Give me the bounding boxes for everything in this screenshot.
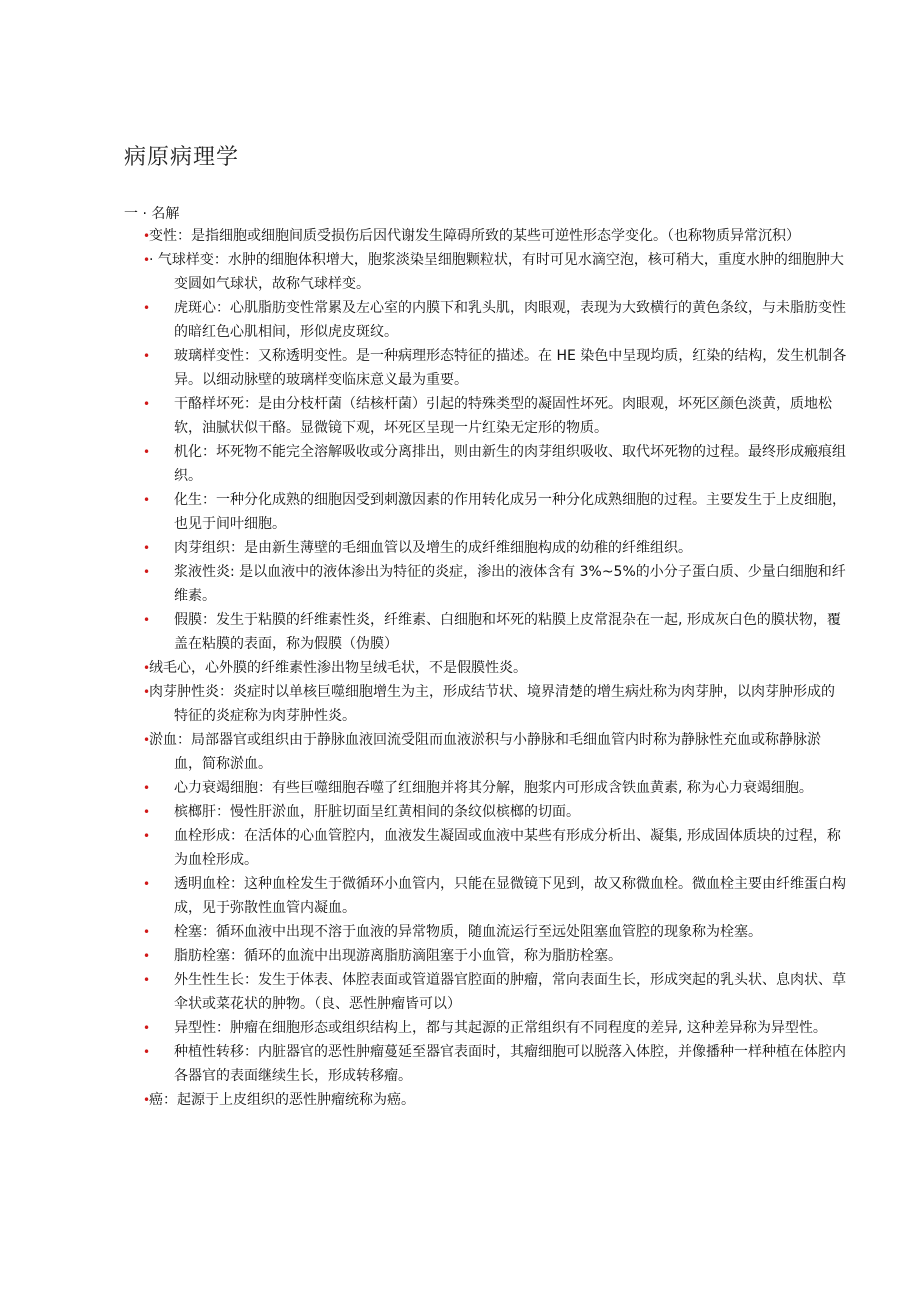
definition-entry	[0, 776, 920, 800]
bullet-icon: •	[143, 229, 151, 243]
bullet-icon: •	[143, 829, 151, 843]
bullet-icon: •	[143, 781, 151, 795]
definition-entry	[0, 1016, 920, 1040]
definition-entry	[0, 728, 920, 776]
definition-entry	[0, 248, 920, 296]
definition-text: 干酪样坏死：是由分枝杆菌（结核杆菌）引起的特殊类型的凝固性坏死。肉眼观，坏死区颜色淡黄，质地松软，油腻状似干酪。显微镜下观，坏死区呈现一片红染无定形的物质。	[174, 396, 832, 436]
definition-entry	[0, 656, 920, 680]
bullet-icon: •	[143, 733, 151, 747]
definition-text: 假膜：发生于粘膜的纤维素性炎，纤维素、白细胞和坏死的粘膜上皮常混杂在一起, 形成灰白色的膜状物，覆盖在粘膜的表面，称为假膜（伪膜）	[174, 612, 841, 652]
bullet-icon: •	[143, 397, 151, 411]
definition-text: 癌：起源于上皮组织的恶性肿瘤统称为癌。	[149, 1092, 415, 1108]
bullet-icon: •	[143, 1045, 151, 1059]
bullet-icon: •	[143, 973, 151, 987]
bullet-icon: •	[143, 925, 151, 939]
definition-entry	[0, 536, 920, 560]
definition-text: 绒毛心，心外膜的纤维素性渗出物呈绒毛状，不是假膜性炎。	[149, 660, 527, 676]
bullet-icon: •	[143, 541, 151, 555]
definition-text: 淤血：局部器官或组织由于静脉血液回流受阻而血液淤积与小静脉和毛细血管内时称为静脉性充血或称静脉淤血，简称淤血。	[149, 732, 821, 772]
bullet-icon: •	[143, 301, 151, 315]
bullet-icon: •	[143, 949, 151, 963]
definition-entry	[0, 1088, 920, 1112]
definition-entry	[0, 488, 920, 536]
definition-text: 机化：坏死物不能完全溶解吸收或分离排出，则由新生的肉芽组织吸收、取代坏死物的过程。最终形成瘢痕组织。	[174, 444, 846, 484]
definition-text: 种植性转移：内脏器官的恶性肿瘤蔓延至器官表面时，其瘤细胞可以脱落入体腔，并像播种一样种植在体腔内各器官的表面继续生长，形成转移瘤。	[174, 1044, 846, 1084]
definition-text: 虎斑心：心肌脂肪变性常累及左心室的内膜下和乳头肌，肉眼观，表现为大致横行的黄色条纹，与未脂肪变性的暗红色心肌相间，形似虎皮斑纹。	[174, 300, 846, 340]
definition-entry	[0, 224, 920, 248]
bullet-icon: •	[143, 493, 151, 507]
definition-entry	[0, 296, 920, 344]
definition-entry	[0, 872, 920, 920]
definition-entry	[0, 944, 920, 968]
bullet-icon: •	[143, 613, 151, 627]
bullet-icon: •	[143, 805, 151, 819]
definition-text: 脂肪栓塞：循环的血流中出现游离脂肪滴阻塞于小血管，称为脂肪栓塞。	[174, 948, 622, 964]
definition-entry	[0, 920, 920, 944]
page-title: 病原病理学	[124, 145, 240, 170]
definition-text: 心力衰竭细胞：有些巨噬细胞吞噬了红细胞并将其分解，胞浆内可形成含铁血黄素, 称为心力衰竭细胞。	[174, 780, 813, 796]
definition-entry	[0, 800, 920, 824]
definition-entry	[0, 824, 920, 872]
definition-list	[0, 224, 920, 1112]
definition-text: · 气球样变：水肿的细胞体积增大，胞浆淡染呈细胞颗粒状，有时可见水滴空泡，核可稍大，重度水肿的细胞肿大变圆如气球状，故称气球样变。	[149, 252, 844, 292]
definition-text: 化生：一种分化成熟的细胞因受到刺激因素的作用转化成另一种分化成熟细胞的过程。主要发生于上皮细胞，也见于间叶细胞。	[174, 492, 846, 532]
definition-entry	[0, 680, 920, 728]
definition-text: 肉芽组织：是由新生薄壁的毛细血管以及增生的成纤维细胞构成的幼稚的纤维组织。	[174, 540, 692, 556]
definition-text: 玻璃样变性：又称透明变性。是一种病理形态特征的描述。在 HE 染色中呈现均质，红染的结构，发生机制各异。以细动脉壁的玻璃样变临床意义最为重要。	[174, 348, 847, 388]
definition-entry	[0, 344, 920, 392]
definition-text: 透明血栓：这种血栓发生于微循环小血管内，只能在显微镜下见到，故又称微血栓。微血栓主要由纤维蛋白构成，见于弥散性血管内凝血。	[174, 876, 846, 916]
definition-entry	[0, 608, 920, 656]
bullet-icon: •	[143, 1021, 151, 1035]
definition-entry	[0, 392, 920, 440]
definition-text: 血栓形成：在活体的心血管腔内，血液发生凝固或血液中某些有形成分析出、凝集, 形成固体质块的过程，称为血栓形成。	[174, 828, 841, 868]
bullet-icon: •	[143, 877, 151, 891]
bullet-icon: •	[143, 445, 151, 459]
bullet-icon: •	[143, 685, 151, 699]
bullet-icon: •	[143, 253, 151, 267]
bullet-icon: •	[143, 349, 151, 363]
definition-entry	[0, 560, 920, 608]
bullet-icon: •	[143, 1093, 151, 1107]
definition-entry	[0, 1040, 920, 1088]
definition-text: 槟榔肝：慢性肝淤血，肝脏切面呈红黄相间的条纹似槟榔的切面。	[174, 804, 580, 820]
definition-text: 变性：是指细胞或细胞间质受损伤后因代谢发生障碍所致的某些可逆性形态学变化。（也称物质异常沉积）	[149, 228, 800, 244]
definition-entry	[0, 968, 920, 1016]
definition-text: 肉芽肿性炎：炎症时以单核巨噬细胞增生为主，形成结节状、境界清楚的增生病灶称为肉芽肿，以肉芽肿形成的特征的炎症称为肉芽肿性炎。	[149, 684, 835, 724]
bullet-icon: •	[143, 661, 151, 675]
definition-text: 浆液性炎: 是以血液中的液体渗出为特征的炎症，渗出的液体含有 3%~5%的小分子蛋白质、少量白细胞和纤维素。	[174, 564, 846, 604]
section-heading: 一 · 名解	[124, 206, 180, 222]
definition-text: 外生性生长：发生于体表、体腔表面或管道器官腔面的肿瘤，常向表面生长，形成突起的乳头状、息肉状、草伞状或菜花状的肿物。（良、恶性肿瘤皆可以）	[174, 972, 846, 1012]
bullet-icon: •	[143, 565, 151, 579]
definition-entry	[0, 440, 920, 488]
definition-text: 异型性：肿瘤在细胞形态或组织结构上，都与其起源的正常组织有不同程度的差异, 这种差异称为异型性。	[174, 1020, 827, 1036]
definition-text: 栓塞：循环血液中出现不溶于血液的异常物质，随血流运行至远处阻塞血管腔的现象称为栓塞。	[174, 924, 762, 940]
